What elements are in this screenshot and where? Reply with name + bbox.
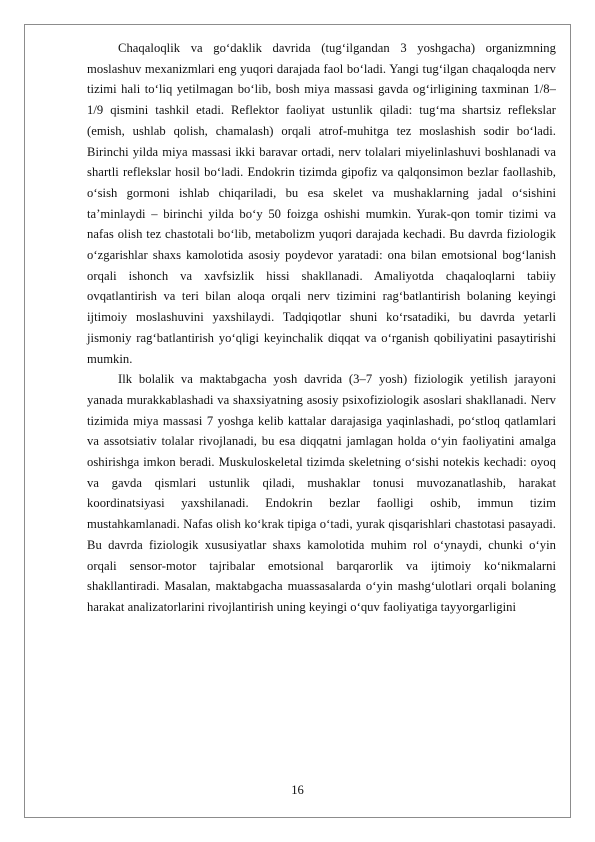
paragraph-preschool: Ilk bolalik va maktabgacha yosh davrida (3–7 yosh) fiziologik yetilish jarayoni yanada murakkablashadi va shaxsiyatning asosiy psixofiziologik asoslari shakllanadi. Nerv tizimida miya massasi 7 yoshga kelib kattalar darajasiga yaqinlashadi, po‘stloq qatlamlari va assotsiativ tolalar rivojlanadi, bu esa diqqatni jamlagan holda o‘yin faoliyatini amalga oshirishga imkon beradi. Muskuloskeletal tizimda skeletning o‘sishi notekis kechadi: oyoq va gavda qismlari ustunlik qiladi, mushaklar tonusi muvozanatlashib, harakat koordinatsiyasi yaxshilanadi. Endokrin bezlar faolligi oshib, immun tizim mustahkamlanadi. Nafas olish ko‘krak tipiga o‘tadi, yurak qisqarishlari chastotasi pasayadi. Bu davrda fiziologik xususiyatlar shaxs kamolotida muhim rol o‘ynaydi, chunki o‘yin orqali sensor-motor tajribalar emotsional barqarorlik va ijtimoiy ko‘nikmalarni shakllantiradi. Masalan, maktabgacha muassasalarda o‘yin mashg‘ulotlari orqali bolaning harakat analizatorlarini rivojlantirish uning keyingi o‘quv faoliyatiga tayyorgarligini (87, 372, 556, 614)
paragraph-infancy: Chaqaloqlik va go‘daklik davrida (tug‘ilgandan 3 yoshgacha) organizmning moslashuv mexanizmlari eng yuqori darajada faol bo‘ladi. Yangi tug‘ilgan chaqaloqda nerv tizimi hali to‘liq yetilmagan bo‘lib, bosh miya massasi gavda og‘irligining taxminan 1/8–1/9 qismini tashkil etadi. Reflektor faoliyat ustunlik qiladi: tug‘ma shartsiz reflekslar (emish, ushlab qolish, chamalash) orqali atrof-muhitga tez moslashish sodir bo‘ladi. Birinchi yilda miya massasi ikki baravar ortadi, nerv tolalari miyelinlashuvi boshlanadi va shartli reflekslar hosil bo‘ladi. Endokrin tizimda gipofiz va qalqonsimon bezlar faollashib, o‘sish gormoni ishlab chiqariladi, bu esa skelet va mushaklarning jadal o‘sishini ta’minlaydi – birinchi yilda bo‘y 50 foizga oshishi mumkin. Yurak-qon tomir tizimi va nafas olish tez chastotali bo‘lib, metabolizm yuqori darajada kechadi. Bu davrda fiziologik o‘zgarishlar shaxs kamolotida asosiy poydevor yaratadi: ona bilan emotsional bog‘lanish orqali ishonch va xavfsizlik hissi shakllanadi. Amaliyotda chaqaloqlarni tabiiy ovqatlantirish va teri bilan aloqa orqali nerv tizimini rag‘batlantirish bolaning keyingi ijtimoiy moslashuvini yaxshilaydi. Tadqiqotlar shuni ko‘rsatadiki, bu davrda yetarli jismoniy rag‘batlantirish yo‘qligi keyinchalik diqqat va o‘rganish qobiliyatini pasaytirishi mumkin. (87, 41, 556, 366)
document-body (87, 38, 556, 618)
page-number: 16 (291, 783, 304, 797)
